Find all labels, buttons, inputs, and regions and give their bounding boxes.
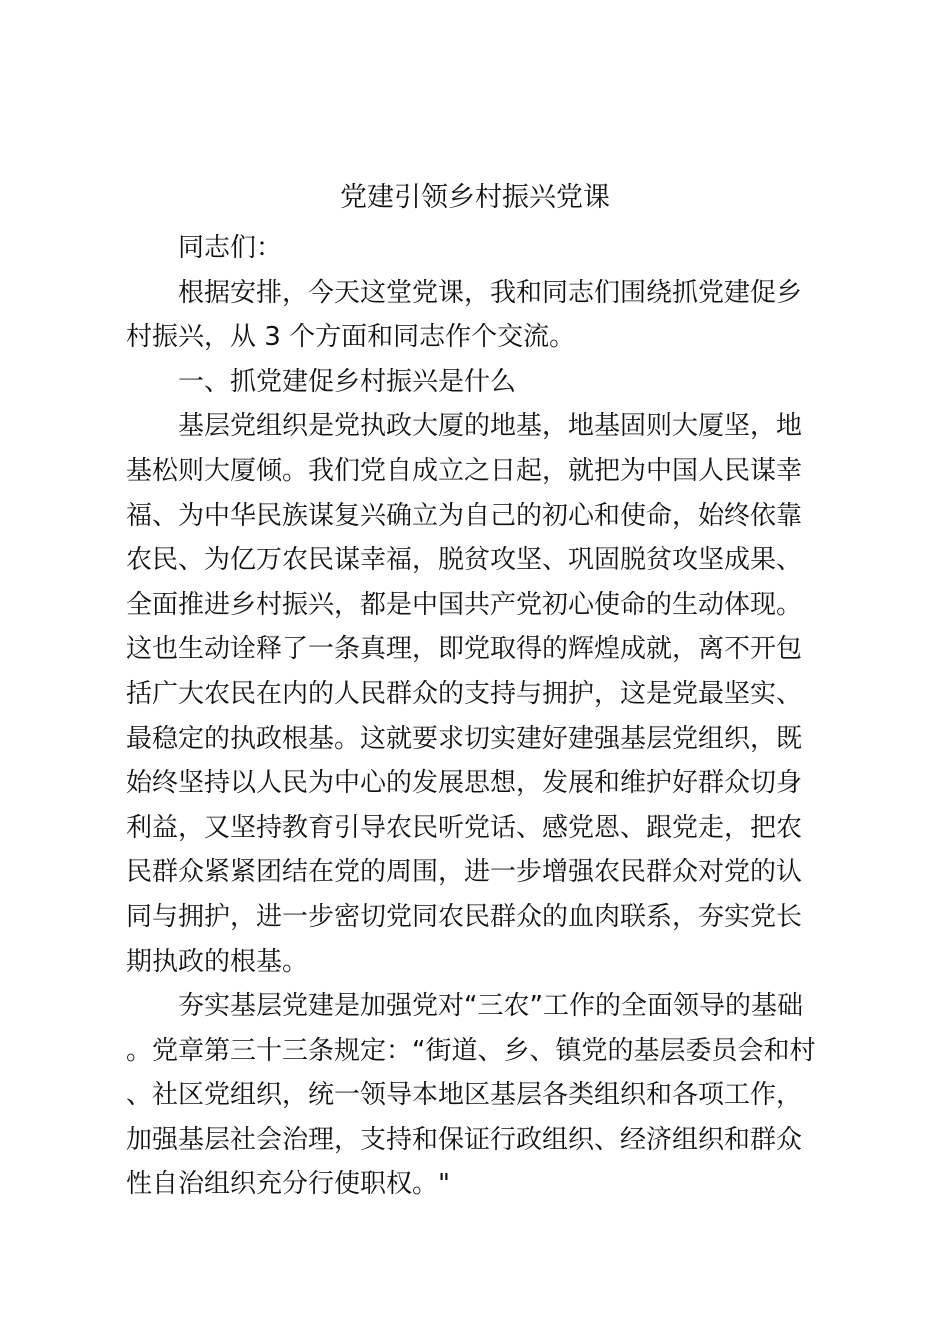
body-paragraph-1: 基层党组织是党执政大厦的地基，地基固则大厦坚，地基松则大厦倾。我们党自成立之日起，就把为中国人民谋幸福、为中华民族谋复兴确立为自己的初心和使命，始终依靠农民、为亿万农民谋幸福，脱贫攻坚、巩固脱贫攻坚成果、全面推进乡村振兴，都是中国共产党初心使命的生动体现。这也生动诠释了一条真理，即党取得的辉煌成就，离不开包括广大农民在内的人民群众的支持与拥护，这是党最坚实、最稳定的执政根基。这就要求切实建好建强基层党组织，既始终坚持以人民为中心的发展思想，发展和维护好群众切身利益，又坚持教育引导农民听党话、感党恩、跟党走，把农民群众紧紧团结在党的周围，进一步增强农民群众对党的认同与拥护，进一步密切党同农民群众的血肉联系，夯实党长期执政的根基。: [126, 411, 803, 977]
intro-paragraph: 根据安排，今天这堂党课，我和同志们围绕抓党建促乡村振兴，从 3 个方面和同志作个交流。: [126, 277, 803, 353]
section-heading: 一、抓党建促乡村振兴是什么: [178, 366, 517, 397]
document-title: 党建引领乡村振兴党课: [340, 182, 610, 213]
greeting-paragraph: 同志们：: [178, 233, 283, 263]
body-paragraph-2: 夯实基层党建是加强党对“三农”工作的全面领导的基础。党章第三十三条规定：“街道、乡、镇党的基层委员会和村、社区党组织，统一领导本地区基层各类组织和各项工作，加强基层社会治理，支持和保证行政组织、经济组织和群众性自治组织充分行使职权。": [126, 991, 816, 1200]
document-body: [126, 226, 826, 1207]
